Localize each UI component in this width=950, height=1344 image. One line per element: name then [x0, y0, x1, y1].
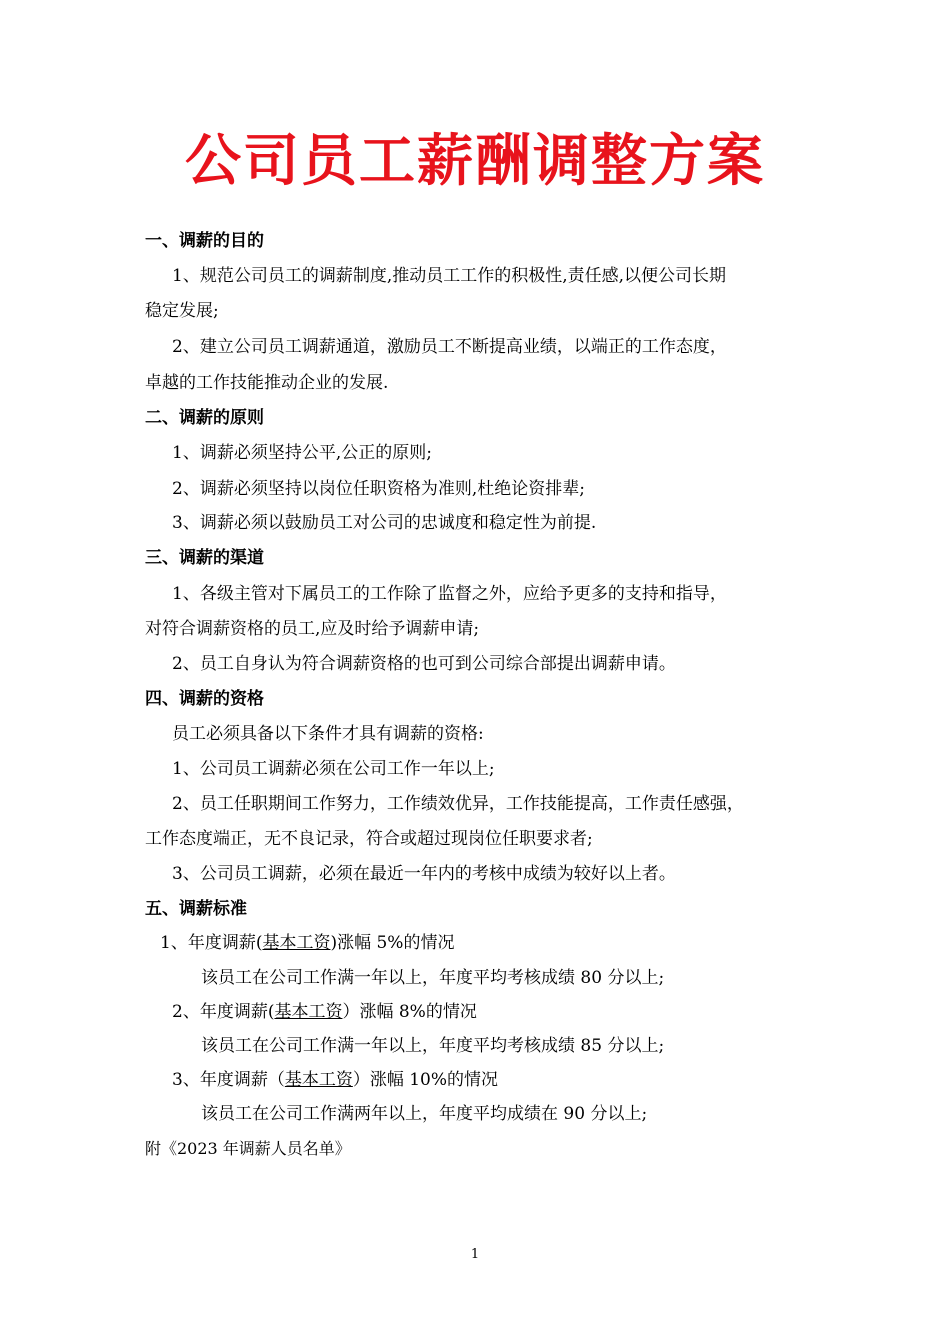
underlined-term: 基本工资: [274, 1002, 343, 1022]
page-number: 1: [470, 1247, 480, 1262]
paragraph-line: 对符合调薪资格的员工,应及时给予调薪申请;: [145, 619, 480, 639]
paragraph-line: 2、调薪必须坚持以岗位任职资格为准则,杜绝论资排辈;: [172, 479, 585, 499]
paragraph-line: 卓越的工作技能推动企业的发展.: [145, 373, 389, 393]
paragraph-line: 3、公司员工调薪，必须在最近一年内的考核中成绩为较好以上者。: [172, 864, 676, 884]
section-heading-purpose: 一、调薪的目的: [145, 231, 264, 251]
paragraph-line: 工作态度端正，无不良记录，符合或超过现岗位任职要求者;: [145, 829, 593, 849]
standard-item-2-detail: 该员工在公司工作满一年以上，年度平均考核成绩 85 分以上;: [201, 1036, 665, 1056]
section-heading-principles: 二、调薪的原则: [145, 408, 264, 428]
standard-item-3: 3、年度调薪（基本工资）涨幅 10%的情况: [172, 1070, 499, 1090]
appendix-note: 附《2023 年调薪人员名单》: [145, 1139, 351, 1158]
standard-item-3-detail: 该员工在公司工作满两年以上，年度平均成绩在 90 分以上;: [201, 1104, 648, 1124]
paragraph-line: 稳定发展;: [145, 301, 219, 321]
paragraph-line: 2、员工自身认为符合调薪资格的也可到公司综合部提出调薪申请。: [172, 654, 676, 674]
paragraph-line: 1、公司员工调薪必须在公司工作一年以上;: [172, 759, 495, 779]
standard-item-1: 1、年度调薪(基本工资)涨幅 5%的情况: [160, 933, 455, 953]
section-heading-standards: 五、调薪标准: [145, 899, 247, 919]
document-title: 公司员工薪酬调整方案: [185, 129, 765, 194]
standard-item-1-detail: 该员工在公司工作满一年以上，年度平均考核成绩 80 分以上;: [201, 968, 665, 988]
paragraph-line: 1、调薪必须坚持公平,公正的原则;: [172, 443, 432, 463]
paragraph-line: 1、各级主管对下属员工的工作除了监督之外，应给予更多的支持和指导，: [172, 584, 727, 604]
paragraph-line: 2、建立公司员工调薪通道，激励员工不断提高业绩，以端正的工作态度，: [172, 337, 727, 357]
underlined-term: 基本工资: [262, 933, 331, 953]
paragraph-line: 员工必须具备以下条件才具有调薪的资格:: [172, 724, 484, 744]
paragraph-line: 2、员工任职期间工作努力，工作绩效优异，工作技能提高，工作责任感强，: [172, 794, 744, 814]
paragraph-line: 1、规范公司员工的调薪制度,推动员工工作的积极性,责任感,以便公司长期: [172, 266, 727, 286]
section-heading-channels: 三、调薪的渠道: [145, 548, 264, 568]
standard-item-2: 2、年度调薪(基本工资）涨幅 8%的情况: [172, 1002, 477, 1022]
paragraph-line: 3、调薪必须以鼓励员工对公司的忠诚度和稳定性为前提.: [172, 513, 597, 533]
section-heading-qualifications: 四、调薪的资格: [145, 689, 264, 709]
underlined-term: 基本工资: [284, 1070, 353, 1090]
